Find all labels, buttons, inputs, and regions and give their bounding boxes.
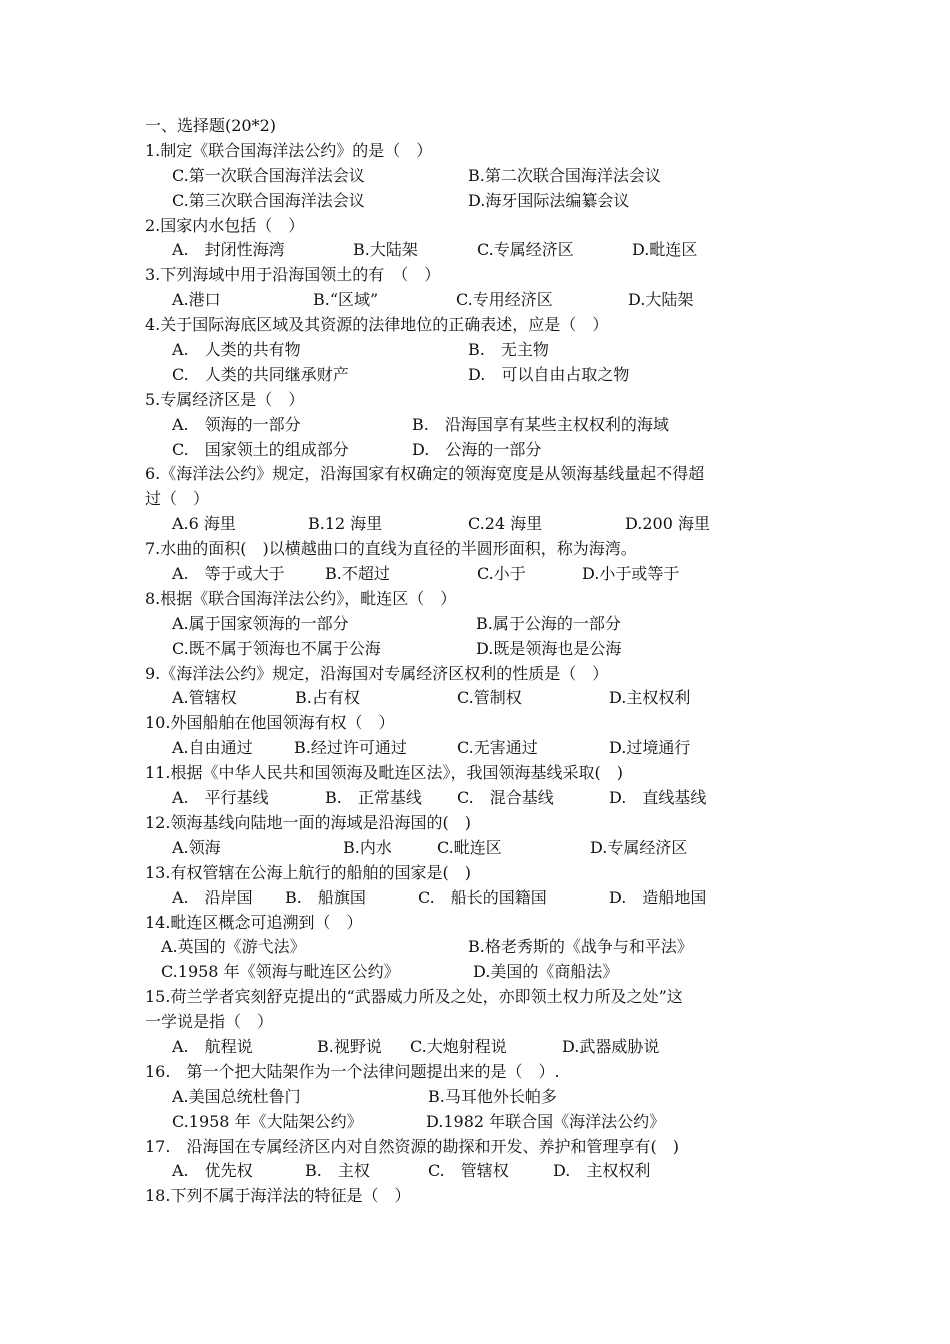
option-row [145,413,825,438]
option-row [145,960,825,985]
question-stem-text: 12.领海基线向陆地一面的海域是沿海国的( ) [145,812,471,832]
answer-option[interactable]: D.小于或等于 [582,564,680,584]
answer-option[interactable]: D. 直线基线 [609,788,707,808]
question-stem [145,263,825,288]
answer-option[interactable]: A. 封闭性海湾 [172,240,285,260]
question-stem [145,1184,825,1209]
question-stem [145,911,825,936]
question-stem [145,985,825,1010]
question-stem-text: 1.制定《联合国海洋法公约》的是（ ） [145,140,433,160]
question-stem-text: 14.毗连区概念可追溯到（ ） [145,912,363,932]
question-stem [145,462,825,487]
question-stem-text: 10.外国船舶在他国领海有权（ ） [145,713,395,733]
answer-option[interactable]: B.属于公海的一部分 [476,613,621,633]
answer-option[interactable]: D.既是领海也是公海 [476,638,622,658]
answer-option[interactable]: A. 人类的共有物 [172,340,301,360]
section-title-text: 一、选择题(20*2) [145,116,277,135]
answer-option[interactable]: D. 主权权利 [553,1161,651,1181]
answer-option[interactable]: D.毗连区 [632,240,698,260]
answer-option[interactable]: C.毗连区 [437,837,502,857]
answer-option[interactable]: C. 混合基线 [457,788,554,808]
answer-option[interactable]: C.专属经济区 [477,240,574,260]
option-row [145,935,825,960]
answer-option[interactable]: C.1958 年《领海与毗连区公约》 [161,962,400,982]
answer-option[interactable]: D.200 海里 [625,514,710,534]
option-row [145,1110,825,1135]
option-row [145,836,825,861]
answer-option[interactable]: A.管辖权 [172,688,237,708]
answer-option[interactable]: A. 航程说 [172,1036,253,1056]
answer-option[interactable]: B.不超过 [325,564,390,584]
option-row [145,786,825,811]
question-stem-text: 15.荷兰学者宾刻舒克提出的“武器威力所及之处，亦即领土权力所及之处”这 [145,987,683,1007]
answer-option[interactable]: C.1958 年《大陆架公约》 [172,1111,363,1131]
option-row [145,1159,825,1184]
question-stem-text: 8.根据《联合国海洋法公约》，毗连区（ ） [145,588,457,608]
answer-option[interactable]: B.格老秀斯的《战争与和平法》 [468,937,693,957]
question-stem [145,388,825,413]
option-row [145,438,825,463]
option-row [145,338,825,363]
answer-option[interactable]: C.大炮射程说 [410,1036,507,1056]
answer-option[interactable]: A.属于国家领海的一部分 [172,613,349,633]
question-stem-text: 过（ ） [145,489,210,509]
answer-option[interactable]: A. 领海的一部分 [172,414,301,434]
answer-option[interactable]: B.12 海里 [308,514,383,534]
question-list [145,139,825,1209]
question-stem [145,662,825,687]
question-stem-text: 11.根据《中华人民共和国领海及毗连区法》，我国领海基线采取( ) [145,763,623,783]
answer-option[interactable]: A. 等于或大于 [172,564,285,584]
answer-option[interactable]: D. 可以自由占取之物 [468,364,630,384]
option-row [145,164,825,189]
option-row [145,189,825,214]
answer-option[interactable]: B. 正常基线 [325,788,422,808]
answer-option[interactable]: A.领海 [172,837,221,857]
answer-option[interactable]: D. 造船地国 [609,887,707,907]
question-stem [145,214,825,239]
answer-option[interactable]: B.第二次联合国海洋法会议 [468,165,661,185]
answer-option[interactable]: A. 平行基线 [172,788,269,808]
answer-option[interactable]: B.“区域” [313,290,379,310]
answer-option[interactable]: C.无害通过 [457,738,538,758]
answer-option[interactable]: D.主权权利 [609,688,691,708]
answer-option[interactable]: D.专属经济区 [590,837,688,857]
answer-option[interactable]: A. 优先权 [172,1161,253,1181]
question-stem-text: 7.水曲的面积( )以横越曲口的直线为直径的半圆形面积，称为海湾。 [145,539,637,559]
question-stem-text: 4.关于国际海底区域及其资源的法律地位的正确表述，应是（ ） [145,315,609,335]
answer-option[interactable]: C. 船长的国籍国 [418,887,547,907]
option-row [145,736,825,761]
question-stem-text: 3.下列海域中用于沿海国领土的有 （ ） [145,265,441,285]
question-stem-text: 5.专属经济区是（ ） [145,389,305,409]
answer-option[interactable]: B.马耳他外长帕多 [428,1086,557,1106]
option-row [145,238,825,263]
answer-option[interactable]: C. 国家领土的组成部分 [172,439,349,459]
question-stem [145,487,825,512]
answer-option[interactable]: D.1982 年联合国《海洋法公约》 [426,1111,666,1131]
question-stem-text: 17. 沿海国在专属经济区内对自然资源的勘探和开发、养护和管理享有( ) [145,1136,679,1156]
answer-option[interactable]: B.视野说 [317,1036,382,1056]
answer-option[interactable]: B.大陆架 [353,240,418,260]
question-stem [145,1010,825,1035]
question-stem [145,139,825,164]
answer-option[interactable]: A.英国的《游弋法》 [161,937,306,957]
option-row [145,512,825,537]
answer-option[interactable]: B.经过许可通过 [294,738,407,758]
answer-option[interactable]: B. 主权 [305,1161,370,1181]
answer-option[interactable]: D.大陆架 [628,290,694,310]
answer-option[interactable]: D.海牙国际法编纂会议 [468,190,630,210]
question-stem-text: 一学说是指（ ） [145,1012,274,1032]
answer-option[interactable]: A.6 海里 [172,514,236,534]
option-row [145,1085,825,1110]
answer-option[interactable]: C.既不属于领海也不属于公海 [172,638,381,658]
answer-option[interactable]: C.第三次联合国海洋法会议 [172,190,365,210]
answer-option[interactable]: C.专用经济区 [456,290,553,310]
option-row [145,562,825,587]
answer-option[interactable]: B.占有权 [295,688,360,708]
question-stem [145,1135,825,1160]
question-stem [145,587,825,612]
question-stem [145,861,825,886]
answer-option[interactable]: A.自由通过 [172,738,253,758]
answer-option[interactable]: C.第一次联合国海洋法会议 [172,165,365,185]
option-row [145,1035,825,1060]
answer-option[interactable]: B. 船旗国 [285,887,366,907]
option-row [145,637,825,662]
question-stem [145,537,825,562]
question-stem [145,811,825,836]
question-stem-text: 13.有权管辖在公海上航行的船舶的国家是( ) [145,862,471,882]
answer-option[interactable]: C. 管辖权 [428,1161,509,1181]
answer-option[interactable]: C. 人类的共同继承财产 [172,364,349,384]
question-stem-text: 6.《海洋法公约》规定，沿海国家有权确定的领海宽度是从领海基线量起不得超 [145,464,705,484]
question-stem [145,711,825,736]
option-row [145,288,825,313]
answer-option[interactable]: D.武器威胁说 [562,1036,660,1056]
answer-option[interactable]: C.24 海里 [468,514,543,534]
answer-option[interactable]: A.港口 [172,290,221,310]
answer-option[interactable]: B.内水 [343,837,392,857]
option-row [145,612,825,637]
answer-option[interactable]: B. 无主物 [468,340,549,360]
answer-option[interactable]: A. 沿岸国 [172,887,253,907]
question-stem-text: 2.国家内水包括（ ） [145,215,305,235]
answer-option[interactable]: A.美国总统杜鲁门 [172,1086,301,1106]
question-stem [145,1060,825,1085]
answer-option[interactable]: C.管制权 [457,688,522,708]
answer-option[interactable]: D.过境通行 [609,738,691,758]
question-stem [145,313,825,338]
answer-option[interactable]: B. 沿海国享有某些主权权利的海域 [412,414,669,434]
answer-option[interactable]: D.美国的《商船法》 [473,962,619,982]
option-row [145,686,825,711]
exam-page [145,114,825,1209]
option-row [145,363,825,388]
answer-option[interactable]: C.小于 [477,564,526,584]
section-title [145,114,825,139]
question-stem-text: 16. 第一个把大陆架作为一个法律问题提出来的是（ ）. [145,1061,560,1081]
answer-option[interactable]: D. 公海的一部分 [412,439,542,459]
question-stem-text: 18.下列不属于海洋法的特征是（ ） [145,1186,411,1206]
question-stem [145,761,825,786]
option-row [145,886,825,911]
question-stem-text: 9.《海洋法公约》规定，沿海国对专属经济区权利的性质是（ ） [145,663,609,683]
